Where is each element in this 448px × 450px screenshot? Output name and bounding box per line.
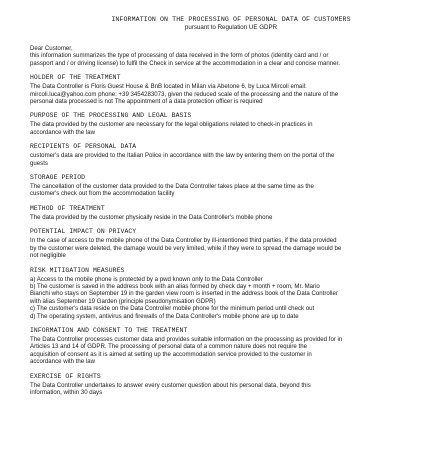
document-title: INFORMATION ON THE PROCESSING OF PERSONAL DATA OF CUSTOMERS: [111, 16, 351, 23]
section-heading: EXERCISE OF RIGHTS: [30, 372, 101, 380]
section-line: d) The operating system, antivirus and firewalls of the Data Controller's mobile phone are up to date: [30, 312, 299, 320]
section-heading: PURPOSE OF THE PROCESSING AND LEGAL BASIS: [30, 112, 192, 120]
section-line: c) The customer's data reside on the Data Controller mobile phone for the minimum period until check out: [30, 305, 315, 313]
section-line: The Data Controller is Floris Guest House & BnB located in Milan via Abetone 6, by Luca Mircoli email:: [30, 83, 307, 91]
section-impact: [30, 228, 432, 259]
section-line: customer's check out from the accommodation facility: [30, 190, 175, 198]
section-line: The Data Controller undertakes to answer every customer question about his personal data, beyond this: [30, 381, 311, 389]
section-heading: METHOD OF TREATMENT: [30, 204, 105, 212]
section-line: guests: [30, 159, 48, 167]
intro-line: this information summarizes the type of processing of data received in the form of photos (identity card and / or: [30, 52, 329, 60]
section-line: a) Access to the mobile phone is protected by a pwd known only to the Data Controller: [30, 275, 263, 283]
section-line: by the customer were deleted, the damage would be very limited, while if they were to spread the damage would be: [30, 244, 342, 252]
section-line: The Data Controller processes customer data and provides suitable information on the processing as provided for in: [30, 335, 343, 343]
section-line: accordance with the law: [30, 358, 96, 366]
section-heading: RECIPIENTS OF PERSONAL DATA: [30, 143, 137, 151]
section-heading: RISK MITIGATION MEASURES: [30, 266, 125, 274]
section-risk-mitigation: [30, 267, 432, 320]
section-heading: STORAGE PERIOD: [30, 174, 86, 182]
section-line: mircoli.luca@yahoo.com phone: +39 3454283073, given the reduced scale of the processing and the nature of the: [30, 90, 339, 98]
section-heading: HOLDER OF THE TREATMENT: [30, 74, 121, 82]
section-purpose: [30, 112, 432, 136]
section-line: The data provided by the customer are necessary for the legal obligations related to check-in practices in: [30, 121, 313, 129]
document-subtitle: pursuant to Regulation UE GDPR: [184, 24, 278, 31]
section-holder: [30, 74, 432, 105]
section-heading: INFORMATION AND CONSENT TO THE TREATMENT: [30, 326, 188, 334]
section-line: information, within 30 days: [30, 388, 103, 396]
intro-paragraph: [30, 45, 432, 67]
section-rights: [30, 373, 432, 397]
section-line: Articles 13 and 14 of GDPR. The processing of personal data of a common nature does not require the: [30, 343, 307, 351]
section-method: [30, 205, 432, 221]
section-recipients: [30, 143, 432, 167]
section-line: In the case of access to the mobile phone of the Data Controller by ill-intentioned third parties, if the data provided: [30, 237, 337, 245]
section-line: not negligible: [30, 252, 66, 260]
section-line: customer's data are provided to the Italian Police in accordance with the law by entering them on the portal of the: [30, 152, 335, 160]
section-line: acquisition of consent as it is aimed at setting up the accommodation service provided to the customer in: [30, 350, 312, 358]
section-line: with alias September 19 Garden (principle pseudonymisation GDPR): [30, 297, 216, 305]
section-line: b) The customer is saved in the address book with an alias formed by check day + month + room, Mr. Mario: [30, 282, 320, 290]
section-heading: POTENTIAL IMPACT ON PRIVACY: [30, 228, 137, 236]
section-line: The cancellation of the customer data provided to the Data Controller takes place at the same time as the: [30, 183, 314, 191]
section-line: accordance with the law: [30, 128, 96, 136]
section-consent: [30, 327, 432, 366]
section-line: Bianchi who stays on September 19 in the garden view room is inserted in the address book of the Data Controller: [30, 290, 338, 298]
section-storage: [30, 174, 432, 198]
section-line: The data provided by the customer physically reside in the Data Controller's mobile phone: [30, 213, 273, 221]
intro-line: passport and / or driving license) to fulfil the Check in service at the accommodation in a clear and concise manner.: [30, 59, 340, 67]
section-line: personal data processed is not The appointment of a data protection officer is required: [30, 98, 263, 106]
intro-line: Dear Customer,: [30, 45, 73, 52]
